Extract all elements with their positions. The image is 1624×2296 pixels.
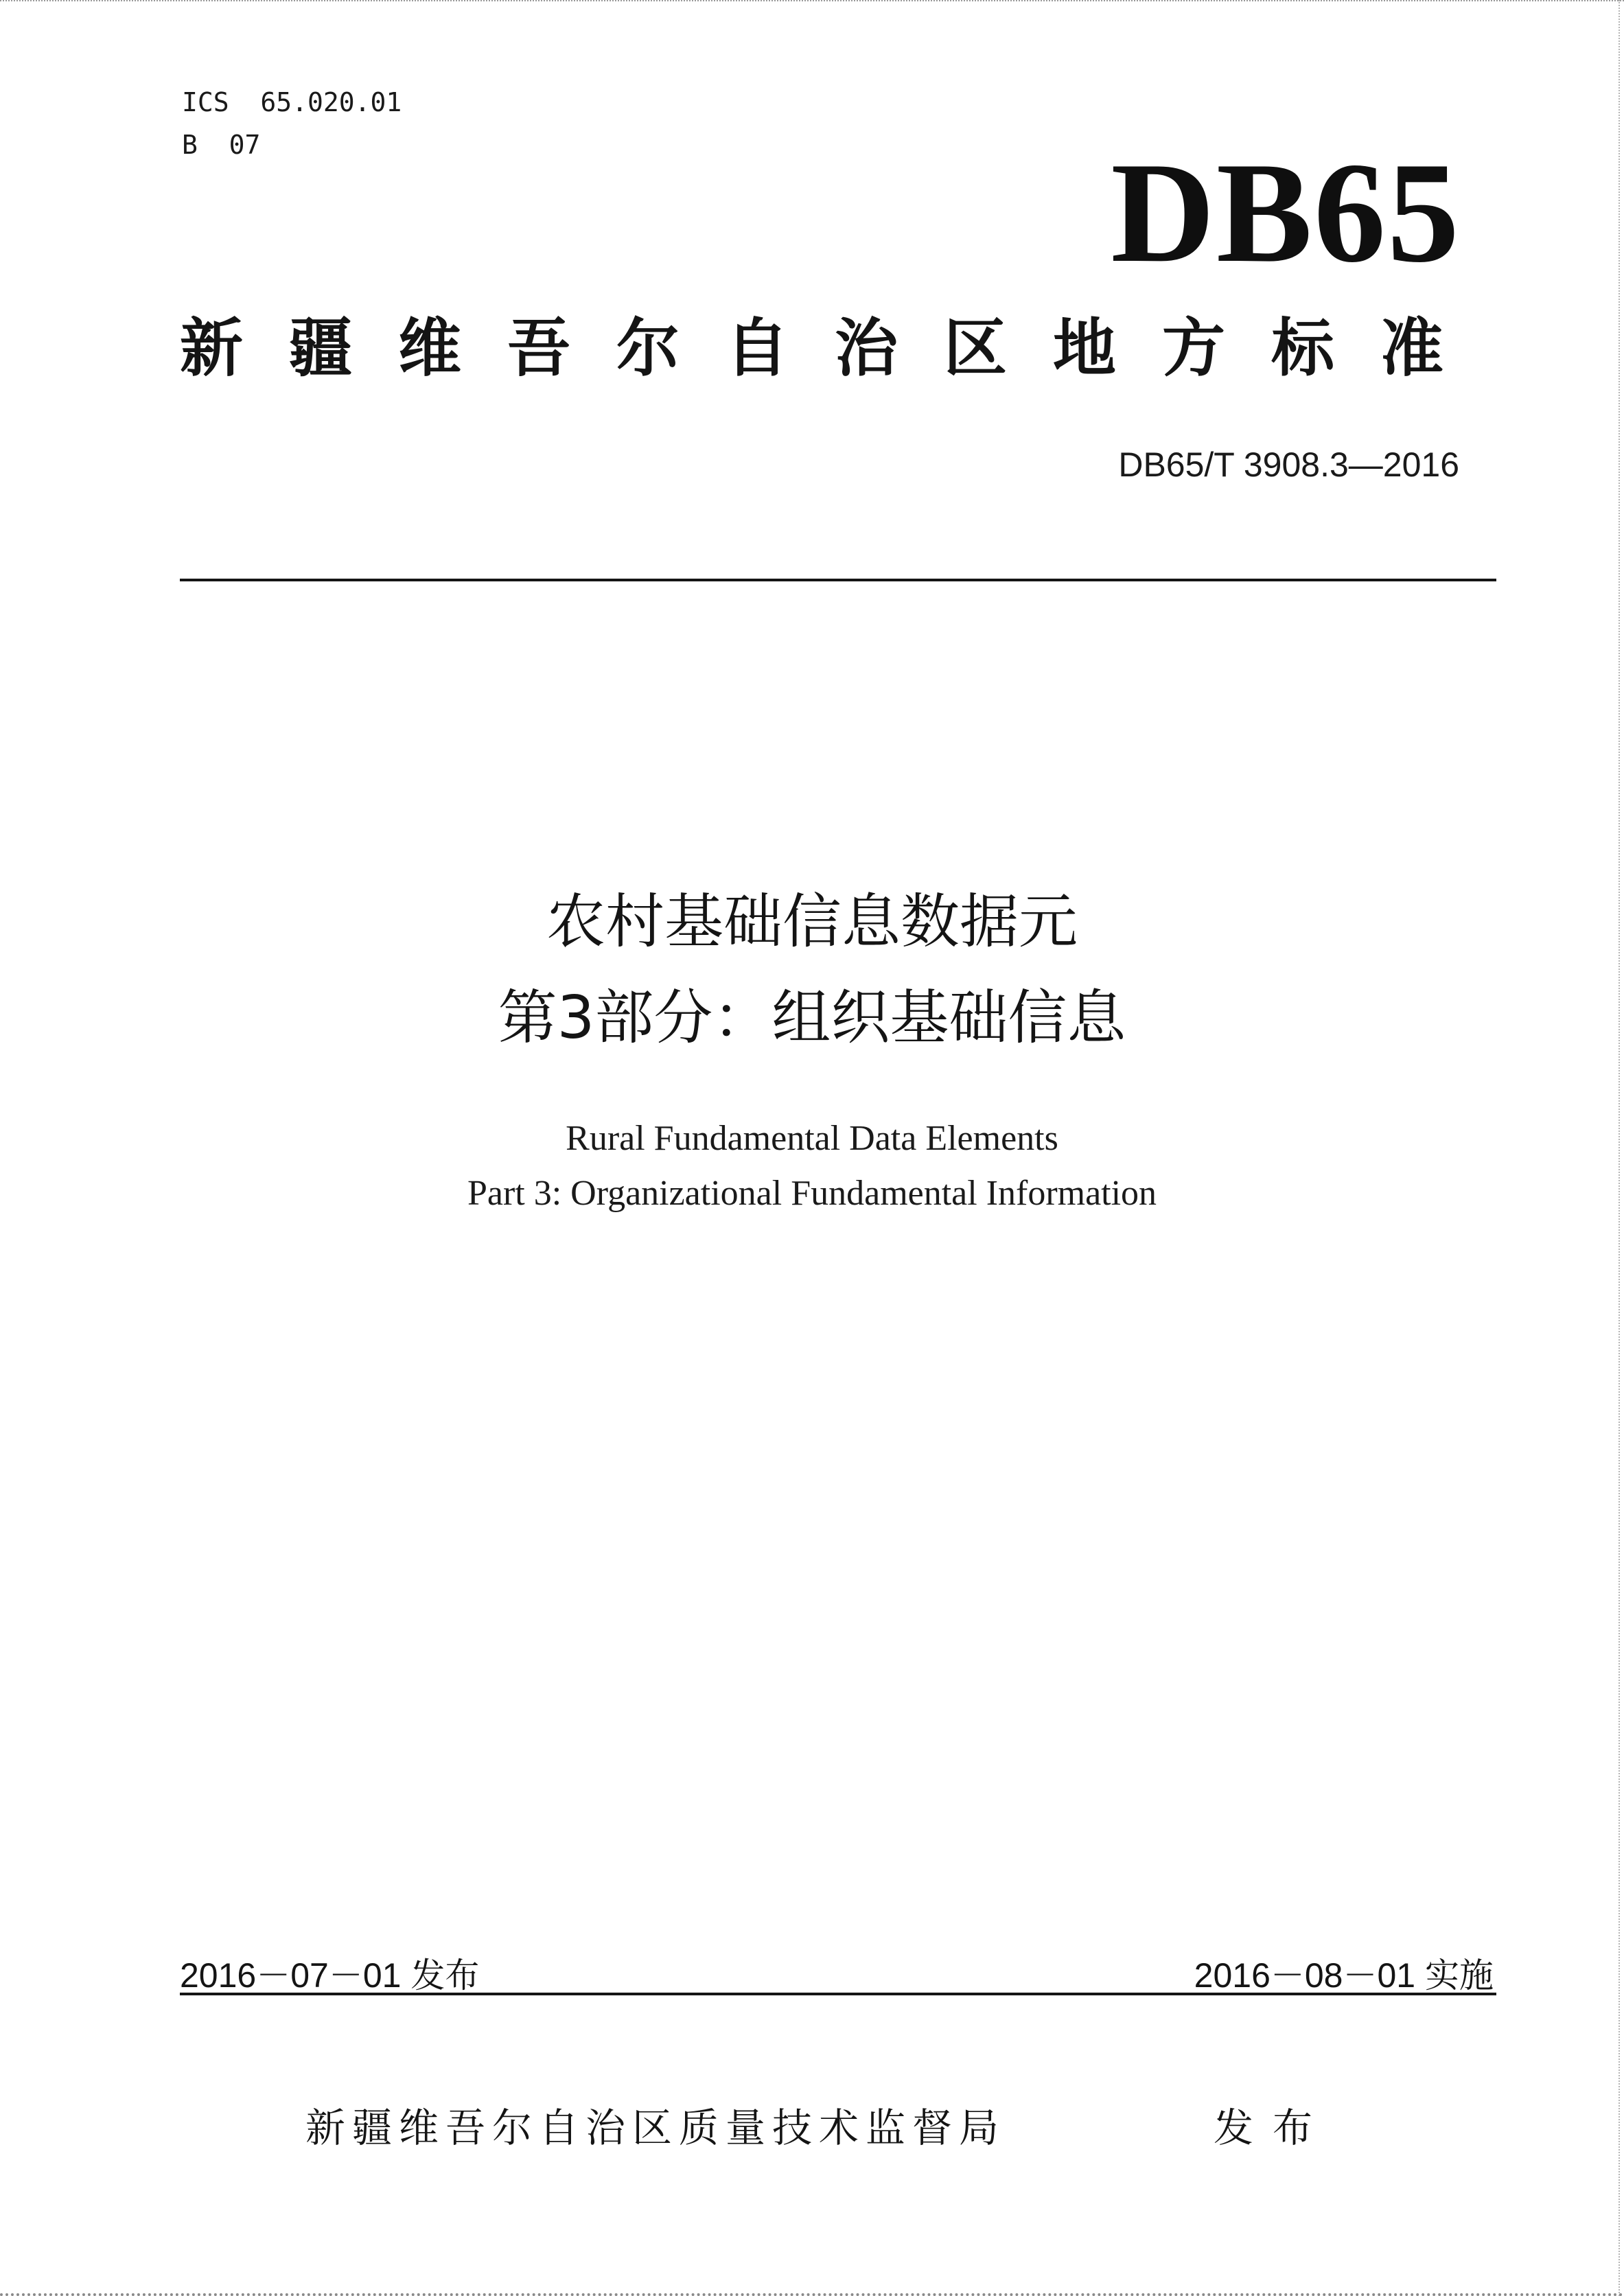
standard-number: DB65/T 3908.3—2016: [1118, 445, 1459, 484]
title-en-line2: Part 3: Organizational Fundamental Information: [467, 1174, 1157, 1213]
title-cn-line2: 第3部分：组织基础信息: [498, 984, 1126, 1052]
scan-edge-top: [0, 0, 1624, 4]
issuing-authority: 新疆维吾尔自治区质量技术监督局: [305, 2104, 1006, 2151]
ics-code: ICS 65.020.01: [182, 87, 402, 117]
title-en-line1: Rural Fundamental Data Elements: [566, 1119, 1058, 1158]
ccs-code: B 07: [182, 130, 261, 160]
issuing-action: 发布: [1214, 2104, 1332, 2151]
standard-type-heading: 新疆维吾尔自治区地方标准: [180, 312, 1490, 385]
implementation-date: 2016－08－01 实施: [1194, 1956, 1494, 1995]
classification-codes: [182, 81, 402, 166]
header-divider: [180, 579, 1496, 581]
standard-logo: DB65: [1111, 133, 1461, 292]
issue-date: 2016－07－01 发布: [180, 1956, 480, 1995]
scan-edge-bottom: [0, 2275, 1624, 2296]
footer-divider: [180, 1993, 1496, 1995]
title-cn-line1: 农村基础信息数据元: [546, 888, 1078, 956]
